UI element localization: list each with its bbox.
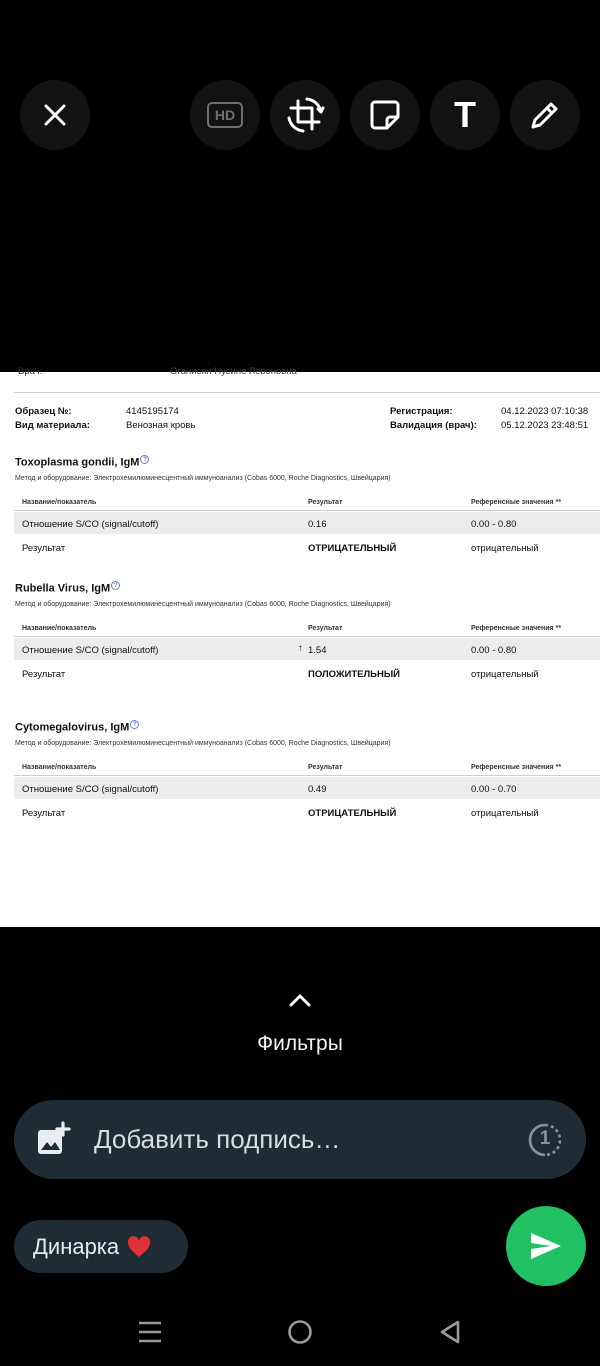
section-method: Метод и оборудование: Электрохемилюминесцентный иммуноанализ (Cobas 6000, Roche Diagnostics, Швейцария) bbox=[15, 601, 391, 608]
high-flag-icon: ↑ bbox=[298, 643, 303, 654]
row-result: ОТРИЦАТЕЛЬНЫЙ bbox=[308, 543, 397, 554]
row-ref: отрицательный bbox=[471, 543, 539, 554]
table-rule bbox=[14, 636, 600, 637]
col-name-header: Название/показатель bbox=[22, 764, 97, 771]
info-icon: ? bbox=[111, 581, 120, 590]
caption-bar[interactable] bbox=[14, 1100, 586, 1179]
col-name-header: Название/показатель bbox=[22, 499, 97, 506]
nav-recents-button[interactable] bbox=[130, 1312, 170, 1352]
close-icon bbox=[42, 102, 68, 128]
sticker-button[interactable] bbox=[350, 80, 420, 150]
section-method: Метод и оборудование: Электрохемилюминесцентный иммуноанализ (Cobas 6000, Roche Diagnostics, Швейцария) bbox=[15, 475, 391, 482]
row-result: 0.16 bbox=[308, 519, 327, 530]
doctor-label: Врач: bbox=[18, 366, 43, 377]
menu-icon bbox=[138, 1320, 162, 1344]
info-icon: ? bbox=[140, 455, 149, 464]
row-result: 1.54 bbox=[308, 645, 327, 656]
caption-input[interactable]: Добавить подпись… bbox=[94, 1124, 341, 1154]
row-result: 0.49 bbox=[308, 784, 327, 795]
row-ref: отрицательный bbox=[471, 808, 539, 819]
send-button[interactable] bbox=[506, 1206, 586, 1286]
pencil-icon bbox=[528, 98, 562, 132]
section-title: Rubella Virus, IgM ? bbox=[15, 581, 120, 595]
validation-label: Валидация (врач): bbox=[390, 420, 477, 431]
draw-button[interactable] bbox=[510, 80, 580, 150]
document-preview[interactable] bbox=[0, 366, 600, 927]
row-result: ОТРИЦАТЕЛЬНЫЙ bbox=[308, 808, 397, 819]
row-ref: 0.00 - 0.80 bbox=[471, 645, 517, 656]
row-name: Результат bbox=[22, 808, 66, 819]
row-ref: отрицательный bbox=[471, 669, 539, 680]
crop-rotate-icon bbox=[285, 95, 325, 135]
material-label: Вид материала: bbox=[15, 420, 90, 431]
home-circle-icon bbox=[287, 1319, 313, 1345]
nav-home-button[interactable] bbox=[280, 1312, 320, 1352]
col-result-header: Результат bbox=[308, 499, 343, 506]
recipient-chip[interactable] bbox=[14, 1220, 188, 1273]
col-result-header: Результат bbox=[308, 625, 343, 632]
material-value: Венозная кровь bbox=[126, 420, 196, 431]
heart-icon bbox=[127, 1236, 151, 1258]
table-rule bbox=[14, 775, 600, 776]
section-title: Toxoplasma gondii, IgM ? bbox=[15, 455, 149, 469]
registration-label: Регистрация: bbox=[390, 406, 453, 417]
text-tool-icon: T bbox=[454, 94, 476, 135]
recipient-name: Динарка bbox=[33, 1233, 120, 1259]
row-name: Отношение S/CO (signal/cutoff) bbox=[22, 645, 159, 656]
col-ref-header: Референсные значения ** bbox=[471, 764, 562, 771]
back-triangle-icon bbox=[439, 1320, 461, 1344]
nav-back-button[interactable] bbox=[430, 1312, 470, 1352]
validation-value: 05.12.2023 23:48:51 bbox=[501, 420, 589, 431]
close-button[interactable] bbox=[20, 80, 90, 150]
row-ref: 0.00 - 0.80 bbox=[471, 519, 517, 530]
doctor-value: Оганисян Нусине Левоновна bbox=[170, 366, 297, 377]
registration-value: 04.12.2023 07:10:38 bbox=[501, 406, 589, 417]
add-photo-icon[interactable] bbox=[36, 1122, 70, 1156]
view-once-button[interactable] bbox=[527, 1122, 563, 1158]
row-name: Результат bbox=[22, 669, 66, 680]
hd-quality-button[interactable] bbox=[190, 80, 260, 150]
sticker-icon bbox=[368, 98, 402, 132]
section-title: Cytomegalovirus, IgM ? bbox=[15, 720, 139, 734]
col-ref-header: Референсные значения ** bbox=[471, 625, 562, 632]
hd-icon bbox=[207, 102, 243, 128]
row-ref: 0.00 - 0.70 bbox=[471, 784, 517, 795]
section-method: Метод и оборудование: Электрохемилюминесцентный иммуноанализ (Cobas 6000, Roche Diagnostics, Швейцария) bbox=[15, 740, 391, 747]
filters-label[interactable]: Фильтры bbox=[257, 1032, 343, 1055]
table-rule bbox=[14, 510, 600, 511]
col-name-header: Название/показатель bbox=[22, 625, 97, 632]
sample-label: Образец №: bbox=[15, 406, 72, 417]
sample-value: 4145195174 bbox=[126, 406, 179, 417]
chevron-up-icon[interactable] bbox=[286, 990, 314, 1010]
view-once-label: 1 bbox=[539, 1128, 551, 1149]
row-name: Отношение S/CO (signal/cutoff) bbox=[22, 519, 159, 530]
hd-label: HD bbox=[214, 107, 236, 123]
row-name: Отношение S/CO (signal/cutoff) bbox=[22, 784, 159, 795]
col-ref-header: Референсные значения ** bbox=[471, 499, 562, 506]
crop-rotate-button[interactable] bbox=[270, 80, 340, 150]
row-result: ПОЛОЖИТЕЛЬНЫЙ bbox=[308, 669, 400, 680]
header-rule bbox=[14, 392, 600, 393]
info-icon: ? bbox=[130, 720, 139, 729]
send-icon bbox=[529, 1231, 563, 1261]
row-name: Результат bbox=[22, 543, 66, 554]
col-result-header: Результат bbox=[308, 764, 343, 771]
text-tool-button[interactable] bbox=[430, 80, 500, 150]
